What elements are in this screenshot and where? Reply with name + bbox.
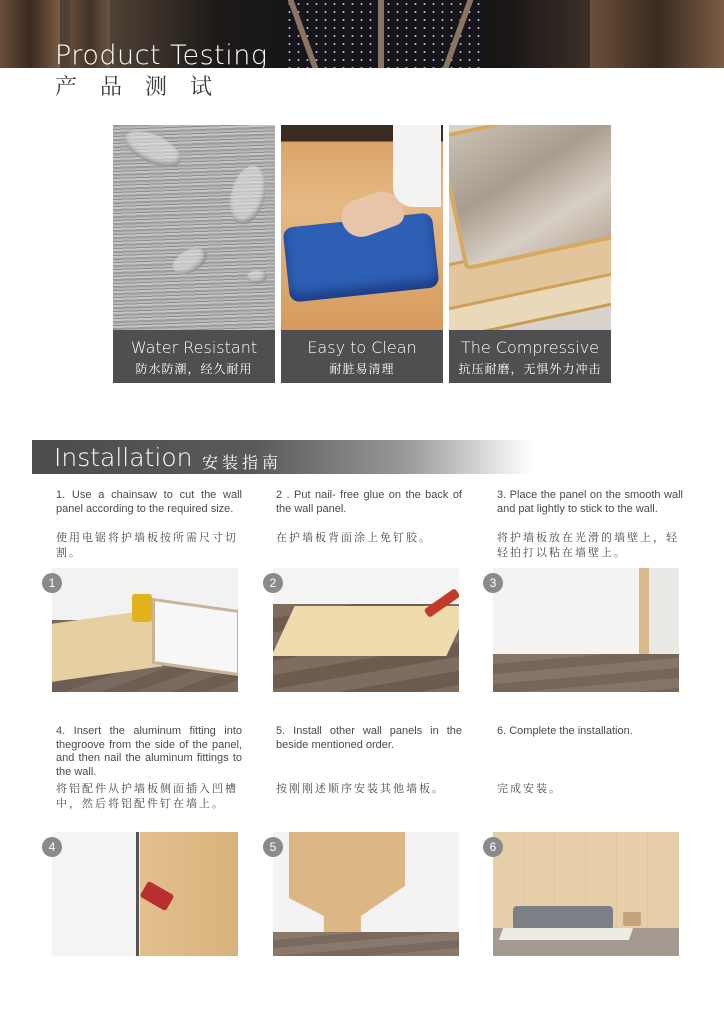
- step-1-image: [52, 568, 238, 692]
- feature-water-resistant: [113, 125, 275, 383]
- step-4-number: 4: [42, 837, 62, 857]
- cleaning-towel-image: [281, 125, 443, 330]
- step-4-image: [52, 832, 238, 956]
- feature-easy-to-clean: [281, 125, 443, 383]
- page-title: Product Testing: [55, 40, 268, 71]
- step-2-text: 2 . Put nail- free glue on the back of the wall panel.: [276, 489, 462, 515]
- feature-label: Easy to Clean: [307, 338, 417, 357]
- feature-label: The Compressive: [460, 338, 600, 357]
- feature-label-zh: 抗压耐磨，无惧外力冲击: [458, 362, 602, 376]
- step-6-number: 6: [483, 837, 503, 857]
- step-1-text-zh: 使用电锯将护墙板按所需尺寸切割。: [56, 532, 238, 559]
- step-5-number: 5: [263, 837, 283, 857]
- installation-title-zh: 安装指南: [202, 453, 283, 472]
- step-3-image: [493, 568, 679, 692]
- step-6-text-zh: 完成安装。: [497, 783, 562, 795]
- step-2-text-zh: 在护墙板背面涂上免钉胶。: [276, 532, 432, 544]
- step-6-text: 6. Complete the installation.: [497, 725, 633, 737]
- step-4-text: 4. Insert the aluminum fitting into thegroove from the side of the panel, and then nail the aluminum fittings to the wall.: [56, 725, 242, 778]
- step-1-number: 1: [42, 573, 62, 593]
- step-3-text: 3. Place the panel on the smooth wall and pat lightly to stick to the wall.: [497, 489, 683, 515]
- step-4-text-zh: 将铝配件从护墙板侧面插入凹槽中，然后将铝配件钉在墙上。: [56, 783, 238, 810]
- step-1-text: 1. Use a chainsaw to cut the wall panel according to the required size.: [56, 489, 242, 515]
- step-5-image: [273, 832, 459, 956]
- step-5-text: 5. Install other wall panels in the beside mentioned order.: [276, 725, 462, 751]
- installation-title: Installation: [54, 443, 193, 472]
- water-drops-image: [113, 125, 275, 330]
- feature-label-zh: 耐脏易清理: [329, 362, 395, 376]
- step-5-text-zh: 按刚刚述顺序安装其他墙板。: [276, 783, 445, 795]
- feature-compressive: [449, 125, 611, 383]
- step-3-text-zh: 将护墙板放在光滑的墙壁上，轻轻拍打以粘在墙壁上。: [497, 532, 679, 559]
- step-3-number: 3: [483, 573, 503, 593]
- panel-layers-image: [449, 125, 611, 330]
- step-2-image: [273, 568, 459, 692]
- step-6-image: [493, 832, 679, 956]
- feature-label: Water Resistant: [130, 338, 258, 357]
- page-title-zh: 产 品 测 试: [55, 75, 220, 100]
- feature-label-zh: 防水防潮，经久耐用: [135, 362, 253, 376]
- step-2-number: 2: [263, 573, 283, 593]
